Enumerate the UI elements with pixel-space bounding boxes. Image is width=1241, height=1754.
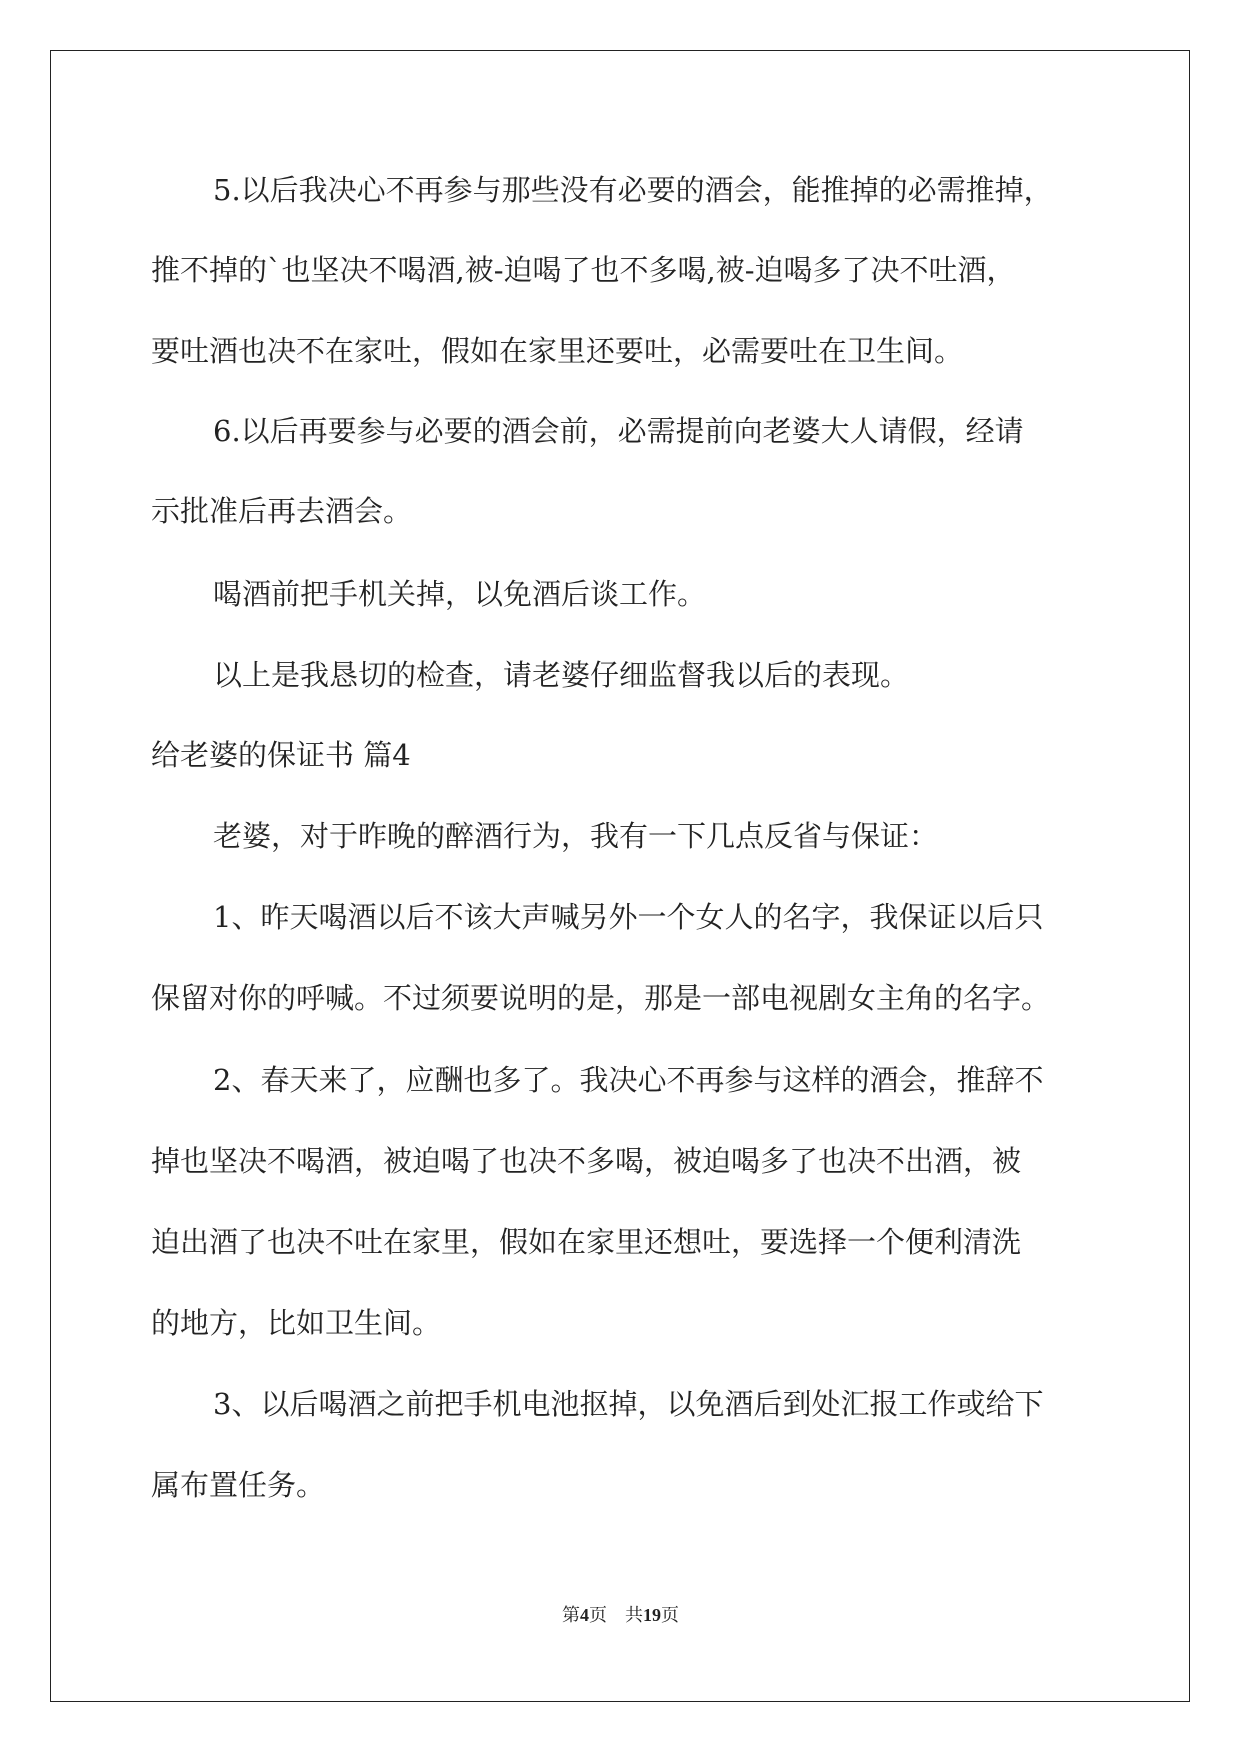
paragraph-line: 示批准后再去酒会。 <box>151 494 413 528</box>
total-pages-number: 19 <box>643 1605 661 1625</box>
page-border <box>50 50 1190 1702</box>
footer-page-unit: 页 <box>589 1605 607 1625</box>
paragraph-line: 2、春天来了，应酬也多了。我决心不再参与这样的酒会，推辞不 <box>213 1063 1044 1097</box>
paragraph-line: 老婆，对于昨晚的醉酒行为，我有一下几点反省与保证： <box>213 819 939 853</box>
paragraph-line: 1、昨天喝酒以后不该大声喊另外一个女人的名字，我保证以后只 <box>213 900 1044 934</box>
paragraph-line: 喝酒前把手机关掉，以免酒后谈工作。 <box>213 577 707 611</box>
paragraph-line: 6.以后再要参与必要的酒会前，必需提前向老婆大人请假，经请 <box>213 414 1024 448</box>
paragraph-line: 3、以后喝酒之前把手机电池抠掉，以免酒后到处汇报工作或给下 <box>213 1387 1044 1421</box>
footer-total-prefix: 共 <box>625 1605 643 1625</box>
paragraph-line: 属布置任务。 <box>151 1468 326 1502</box>
paragraph-line: 迫出酒了也决不吐在家里，假如在家里还想吐，要选择一个便利清洗 <box>151 1225 1022 1259</box>
section-heading: 给老婆的保证书 篇4 <box>151 738 411 772</box>
paragraph-line: 推不掉的`也坚决不喝酒,被-迫喝了也不多喝,被-迫喝多了决不吐酒， <box>151 253 1016 287</box>
paragraph-line: 保留对你的呼喊。不过须要说明的是，那是一部电视剧女主角的名字。 <box>151 981 1051 1015</box>
paragraph-line: 的地方，比如卫生间。 <box>151 1306 442 1340</box>
current-page-number: 4 <box>580 1605 589 1625</box>
paragraph-line: 5.以后我决心不再参与那些没有必要的酒会，能推掉的必需推掉， <box>213 173 1053 207</box>
footer-prefix: 第 <box>562 1605 580 1625</box>
paragraph-line: 要吐酒也决不在家吐，假如在家里还要吐，必需要吐在卫生间。 <box>151 334 964 368</box>
footer-total-unit: 页 <box>661 1605 679 1625</box>
paragraph-line: 掉也坚决不喝酒，被迫喝了也决不多喝，被迫喝多了也决不出酒，被 <box>151 1144 1022 1178</box>
paragraph-line: 以上是我恳切的检查，请老婆仔细监督我以后的表现。 <box>213 658 910 692</box>
page-footer <box>0 1601 1241 1627</box>
